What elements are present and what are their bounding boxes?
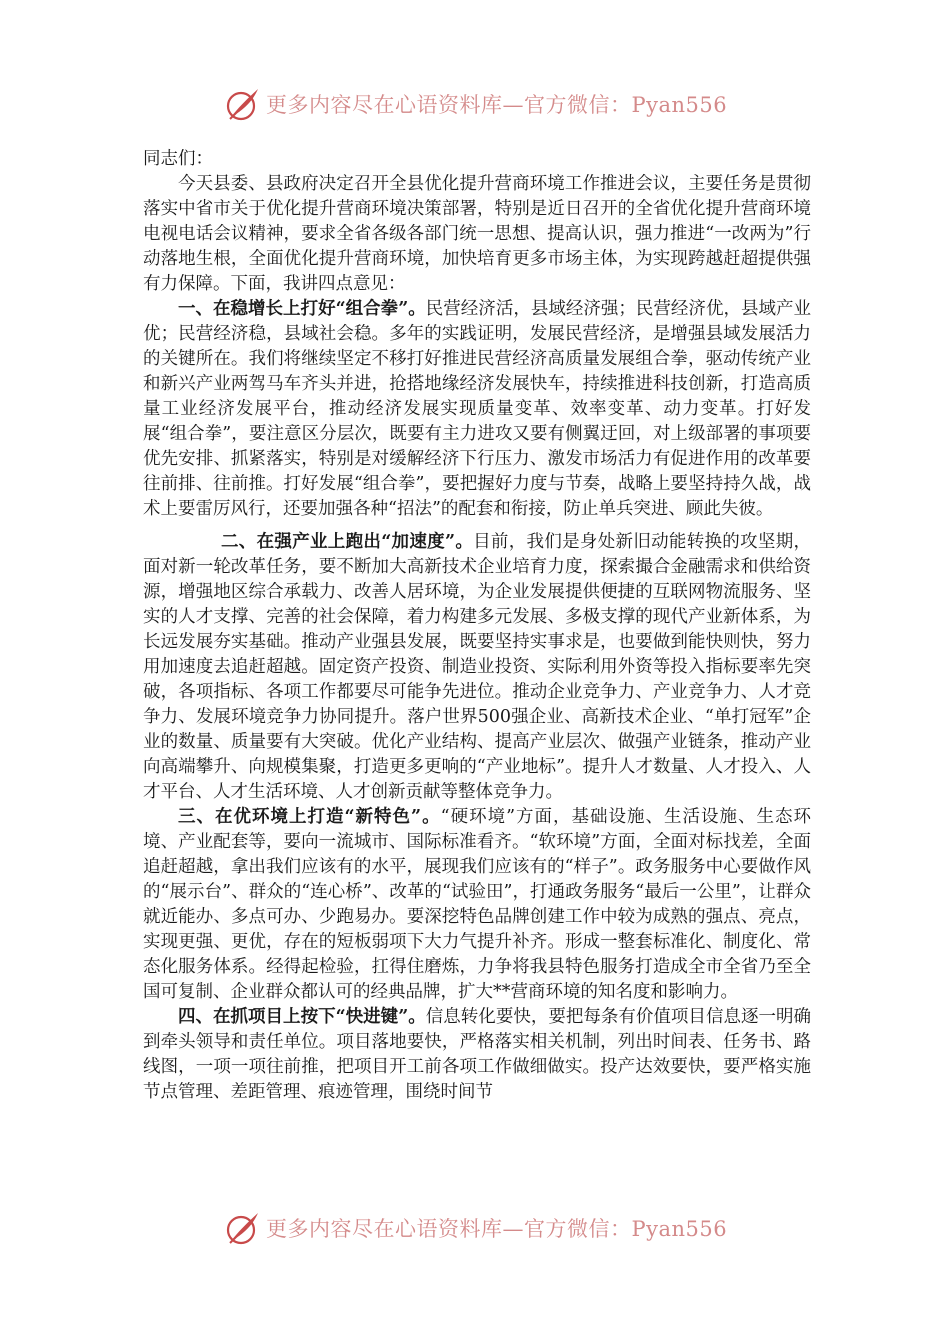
section-3: [143, 805, 811, 1005]
watermark-text: 更多内容尽在心语资料库—官方微信：Pyan556: [266, 1217, 728, 1241]
section-4: [143, 1005, 811, 1105]
watermark-banner-top: [0, 84, 950, 124]
quill-logo-icon: [224, 86, 262, 122]
salutation: 同志们：: [143, 149, 213, 169]
watermark-banner-bottom: [0, 1208, 950, 1248]
intro-paragraph: 今天县委、县政府决定召开全县优化提升营商环境工作推进会议，主要任务是贯彻落实中省市关于优化提升营商环境决策部署，特别是近日召开的全省优化提升营商环境电视电话会议精神，要求全省各级各部门统一思想、提高认识，强力推进“一改两为”行动落地生根，全面优化提升营商环境，加快培育更多市场主体，为实现跨越赶超提供强有力保障。下面，我讲四点意见：: [143, 174, 811, 294]
section-1-body: 民营经济活，县域经济强；民营经济优，县域产业优；民营经济稳，县域社会稳。多年的实践证明，发展民营经济，是增强县域发展活力的关键所在。我们将继续坚定不移打好推进民营经济高质量发展组合拳，驱动传统产业和新兴产业两驾马车齐头并进，抢搭地缘经济发展快车，持续推进科技创新，打造高质量工业经济发展平台，推动经济发展实现质量变革、效率变革、动力变革。打好发展“组合拳”，要注意区分层次，既要有主力进攻又要有侧翼迂回，对上级部署的事项要优先安排、抓紧落实，特别是对缓解经济下行压力、激发市场活力有促进作用的改革要往前排、往前推。打好发展“组合拳”，要把握好力度与节奏，战略上要坚持持久战，战术上要雷厉风行，还要加强各种“招法”的配套和衔接，防止单兵突进、顾此失彼。: [143, 299, 811, 519]
section-3-body: “硬环境”方面，基础设施、生活设施、生态环境、产业配套等，要向一流城市、国际标准看齐。“软环境”方面，全面对标找差，全面追赶超越，拿出我们应该有的水平，展现我们应该有的“样子”。政务服务中心要做作风的“展示台”、群众的“连心桥”、改革的“试验田”，打通政务服务“最后一公里”，让群众就近能办、多点可办、少跑易办。要深挖特色品牌创建工作中较为成熟的强点、亮点，实现更强、更优，存在的短板弱项下大力气提升补齐。形成一整套标准化、制度化、常态化服务体系。经得起检验，扛得住磨炼，力争将我县特色服务打造成全市全省乃至全国可复制、企业群众都认可的经典品牌，扩大**营商环境的知名度和影响力。: [143, 807, 811, 1002]
section-3-heading: 三、在优环境上打造“新特色”。: [178, 807, 441, 827]
section-2-body: 目前，我们是身处新旧动能转换的攻坚期，面对新一轮改革任务，要不断加大高新技术企业培育力度，探索撮合金融需求和供给资源，增强地区综合承载力、改善人居环境，为企业发展提供便捷的互联网物流服务、坚实的人才支撑、完善的社会保障，着力构建多元发展、多极支撑的现代产业新体系，为长远发展夯实基础。推动产业强县发展，既要坚持实事求是，也要做到能快则快，努力用加速度去追赶超越。固定资产投资、制造业投资、实际利用外资等投入指标要率先突破，各项指标、各项工作都要尽可能争先进位。推动企业竞争力、产业竞争力、人才竞争力、发展环境竞争力协同提升。落户世界500强企业、高新技术企业、“单打冠军”企业的数量、质量要有大突破。优化产业结构、提高产业层次、做强产业链条，推动产业向高端攀升、向规模集聚，打造更多更响的“产业地标”。提升人才数量、人才投入、人才平台、人才生活环境、人才创新贡献等整体竞争力。: [143, 532, 812, 802]
section-4-heading: 四、在抓项目上按下“快进键”。: [178, 1007, 426, 1027]
section-1-heading: 一、在稳增长上打好“组合拳”。: [178, 299, 426, 319]
section-2-heading: 二、在强产业上跑出“加速度”。: [221, 532, 474, 552]
quill-logo-icon: [224, 1210, 262, 1246]
speech-document: [143, 147, 811, 1105]
section-4-body: 信息转化要快，要把每条有价值项目信息逐一明确到牵头领导和责任单位。项目落地要快，严格落实相关机制，列出时间表、任务书、路线图，一项一项往前推，把项目开工前各项工作做细做实。投产达效要快，要严格实施节点管理、差距管理、痕迹管理，围绕时间节: [143, 1007, 811, 1102]
section-2: [143, 530, 811, 805]
section-1: [143, 297, 811, 522]
watermark-text: 更多内容尽在心语资料库—官方微信：Pyan556: [266, 93, 728, 117]
